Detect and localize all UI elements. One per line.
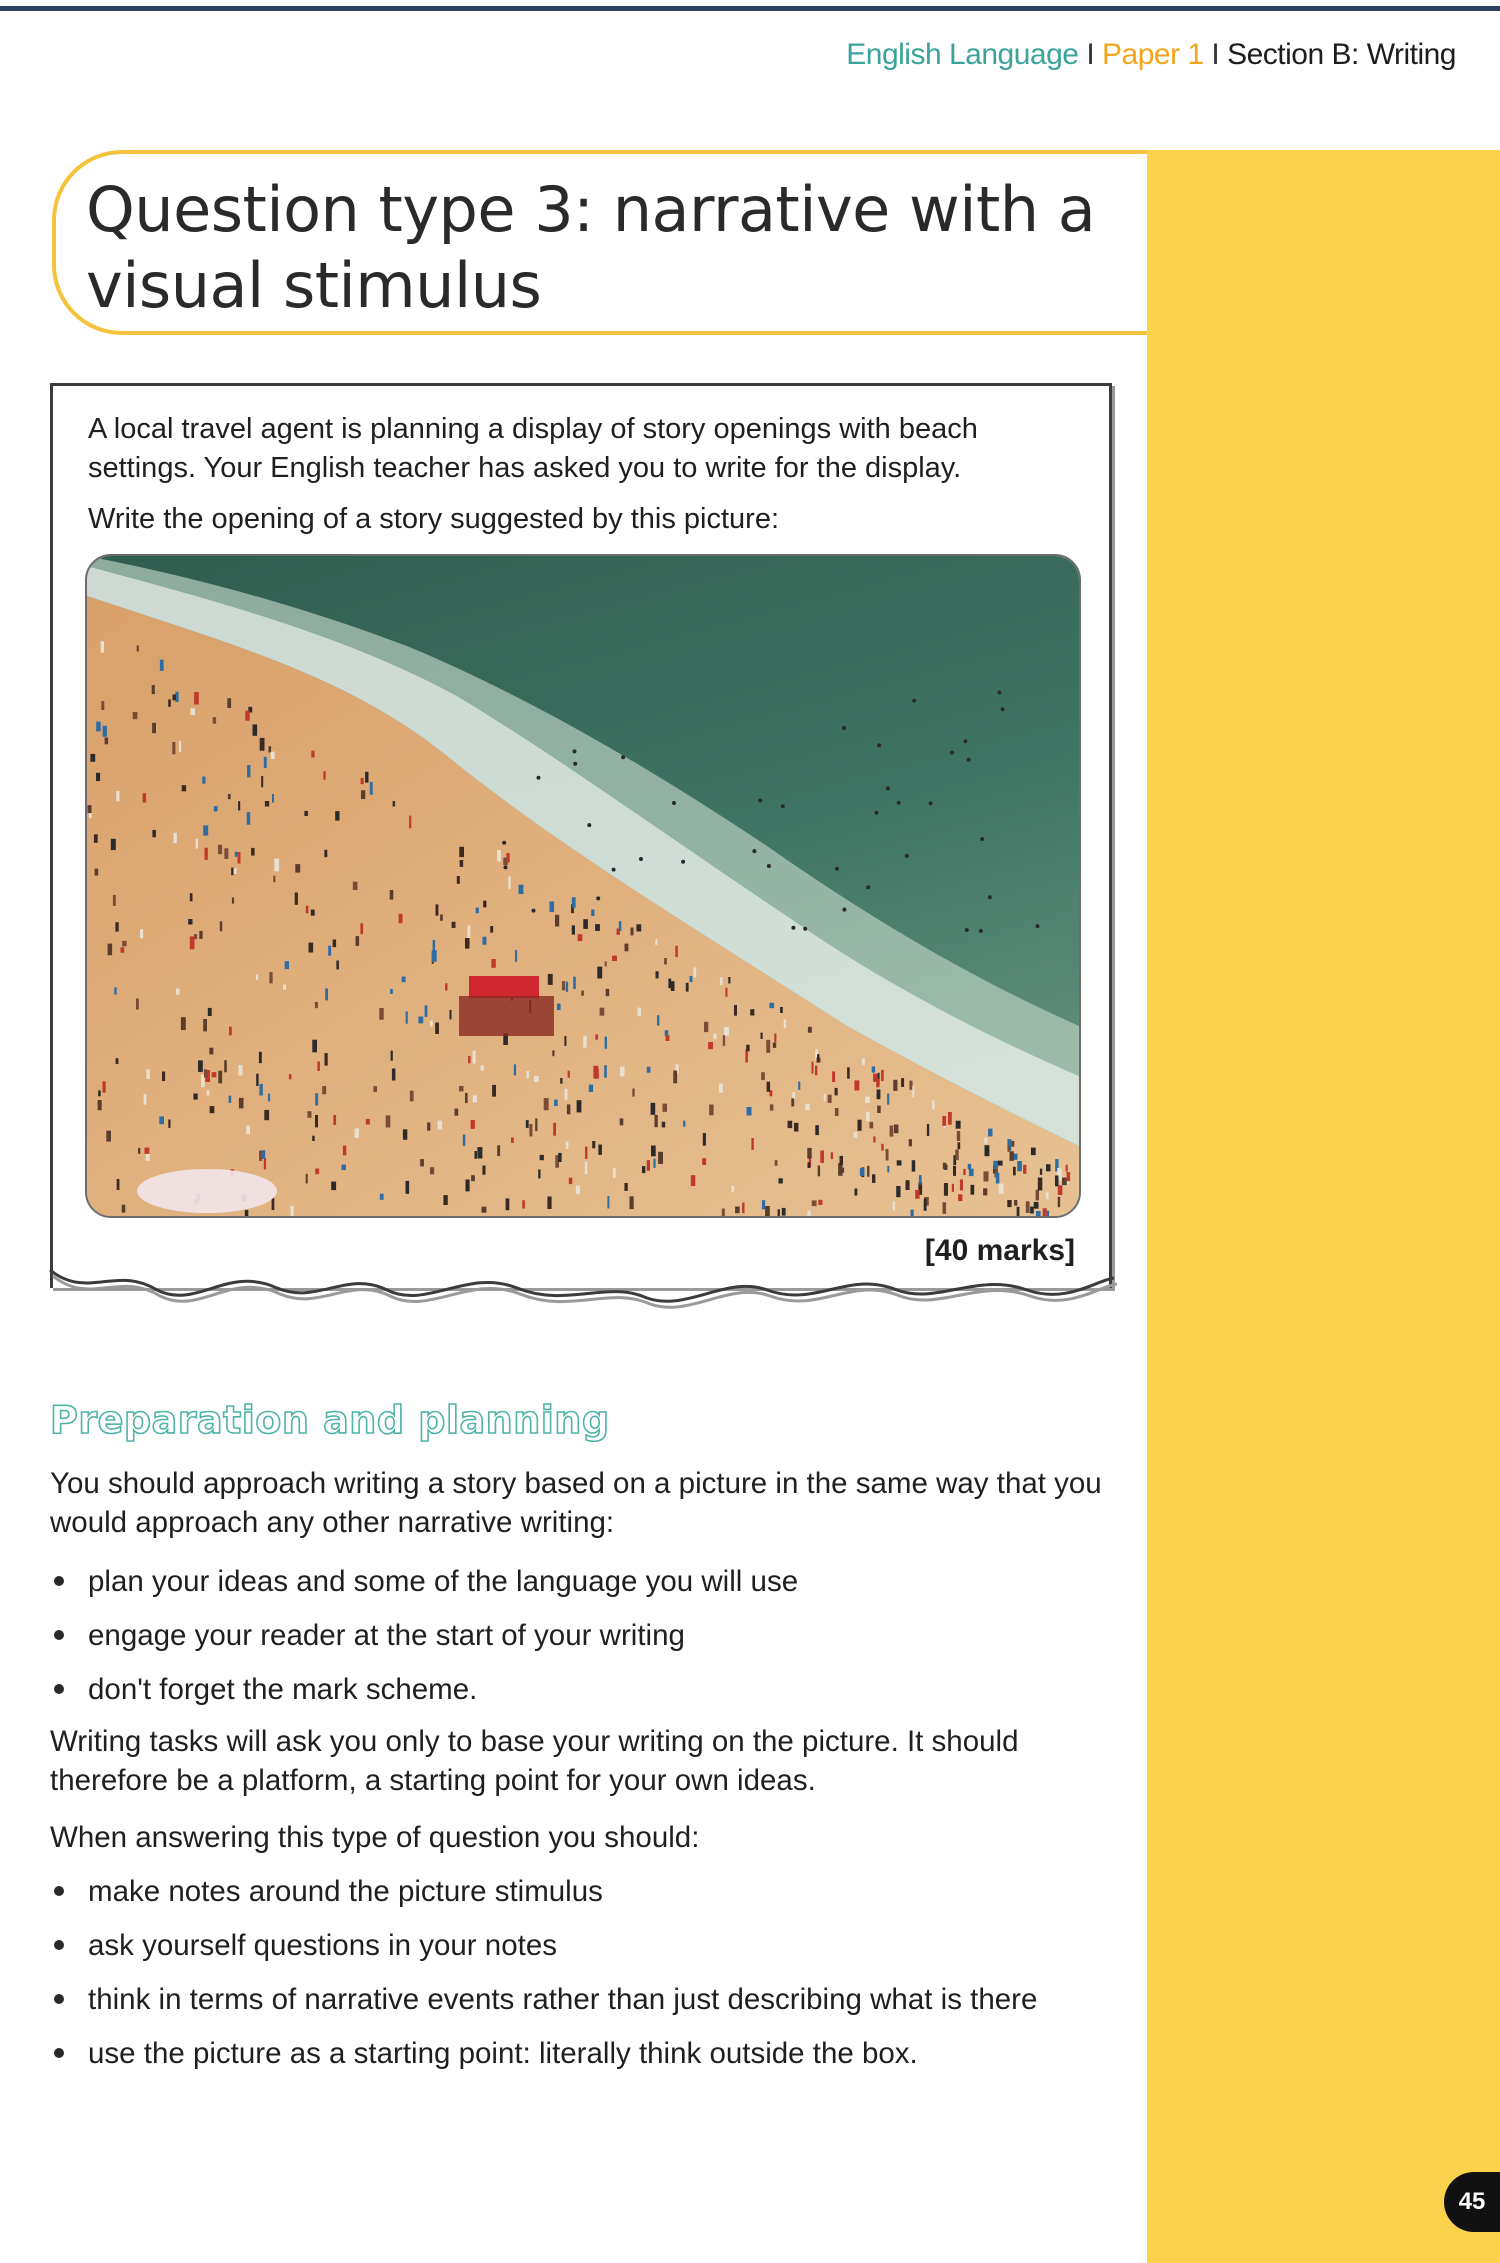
running-head — [846, 38, 1456, 72]
question-box — [50, 383, 1112, 1288]
running-head-separator: I — [1086, 38, 1095, 71]
top-rule — [0, 6, 1500, 11]
title-banner — [52, 150, 1147, 335]
list-item: don't forget the mark scheme. — [50, 1670, 1110, 1709]
list-item: make notes around the picture stimulus — [50, 1872, 1110, 1911]
question-context: A local travel agent is planning a display of story openings with beach settings. Your English teacher has asked you to write for the display. — [88, 413, 978, 484]
marks-label: [40 marks] — [924, 1234, 1075, 1267]
running-head-section: Section B: Writing — [1227, 38, 1456, 71]
running-head-subject: English Language — [846, 38, 1079, 71]
intro-paragraph: You should approach writing a story based on a picture in the same way that you would approach any other narrative writing: — [50, 1467, 1102, 1539]
body-paragraph: Writing tasks will ask you only to base your writing on the picture. It should therefore be a platform, a starting point for your own ideas. — [50, 1725, 1019, 1797]
bullet-list-1 — [50, 1562, 1110, 1724]
beach-photo — [85, 554, 1081, 1218]
running-head-paper: Paper 1 — [1102, 38, 1204, 71]
list-item: engage your reader at the start of your writing — [50, 1616, 1110, 1655]
running-head-separator: I — [1211, 38, 1220, 71]
page-number: 45 — [1444, 2172, 1500, 2232]
page-title: Question type 3: narrative with a visual stimulus — [86, 173, 1096, 322]
section-heading: Preparation and planning — [50, 1398, 610, 1442]
list-item: plan your ideas and some of the language you will use — [50, 1562, 1110, 1601]
question-prompt: Write the opening of a story suggested by this picture: — [88, 503, 780, 535]
list-item: think in terms of narrative events rather than just describing what is there — [50, 1980, 1110, 2019]
list-item: use the picture as a starting point: literally think outside the box. — [50, 2034, 1110, 2073]
yellow-side-band — [1147, 150, 1500, 2263]
bullet-list-2 — [50, 1872, 1110, 2088]
torn-paper-edge — [47, 1260, 1117, 1320]
body-paragraph: When answering this type of question you should: — [50, 1821, 700, 1854]
list-item: ask yourself questions in your notes — [50, 1926, 1110, 1965]
beach-crowd-image — [87, 556, 1079, 1216]
